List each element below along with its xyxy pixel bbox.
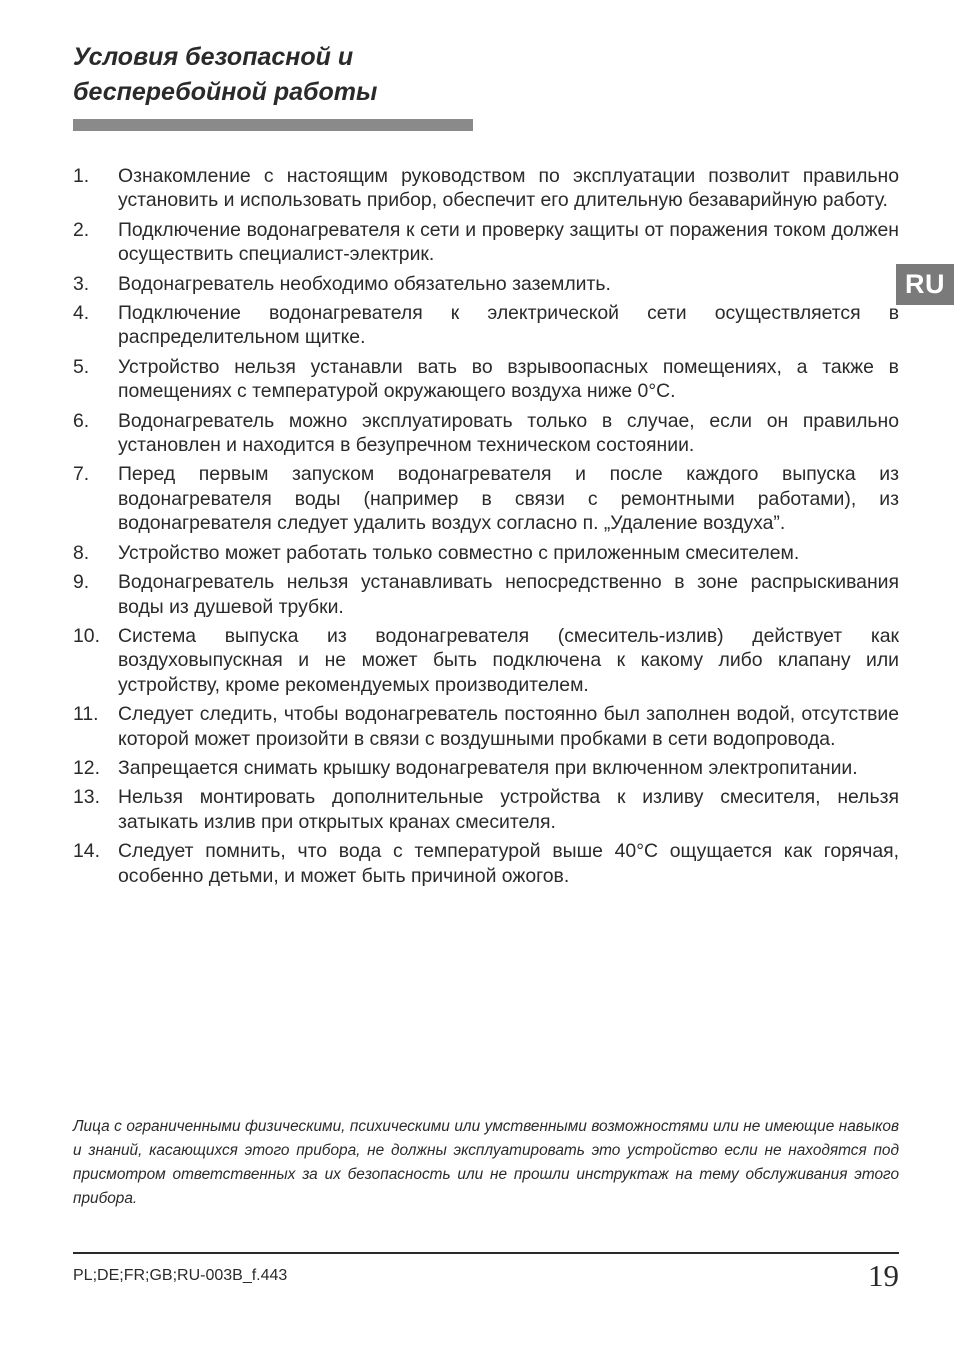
supervision-notice: Лица с ограниченными физическими, психическими или умственными возможностями или не имеющие навыков и знаний, касающихся этого прибора, не должны эксплуатировать это устройство если не находятся под присмотром ответственных за их безопасность или не прошли инструктаж на тему обслуживания этого прибора. xyxy=(73,1118,899,1207)
list-item xyxy=(73,301,899,350)
page-title-line-2: бесперебойной работы xyxy=(73,78,378,106)
item-number: 2. xyxy=(73,218,90,241)
item-number: 13. xyxy=(73,786,100,809)
page-title-line-1: Условия безопасной и xyxy=(73,43,354,71)
list-item xyxy=(73,702,899,751)
item-number: 9. xyxy=(73,571,90,594)
item-number: 10. xyxy=(73,624,100,647)
list-item xyxy=(73,164,899,213)
item-number: 3. xyxy=(73,272,90,295)
item-number: 5. xyxy=(73,355,90,378)
item-number: 8. xyxy=(73,541,90,564)
list-item xyxy=(73,409,899,458)
list-item xyxy=(73,541,899,565)
item-text: Устройство может работать только совместно с приложенным смесителем. xyxy=(118,541,800,564)
page-number: 19 xyxy=(868,1258,899,1293)
item-text: Следует следить, чтобы водонагреватель постоянно был заполнен водой, отсутствие которой может произойти в связи с воздушными пробками в сети водопровода. xyxy=(118,703,899,750)
item-text: Водонагреватель нельзя устанавливать непосредственно в зоне распрыскивания воды из душевой трубки. xyxy=(118,571,899,618)
item-text: Водонагреватель можно эксплуатировать только в случае, если он правильно установлен и находится в безупречном техническом состоянии. xyxy=(118,409,899,457)
item-text: Подключение водонагревателя к сети и проверку защиты от поражения током должен осуществить специалист-электрик. xyxy=(118,218,899,266)
list-item xyxy=(73,785,899,834)
item-number: 7. xyxy=(73,463,90,486)
item-number: 1. xyxy=(73,165,90,187)
safety-instructions-list xyxy=(73,164,899,893)
item-text: Водонагреватель необходимо обязательно заземлить. xyxy=(118,272,611,295)
page-title xyxy=(73,40,493,110)
item-text: Устройство нельзя устанавли вать во взрывоопасных помещениях, а также в помещениях с температурой окружающего воздуха ниже 0°С. xyxy=(118,355,899,403)
item-number: 14. xyxy=(73,840,100,863)
item-text: Следует помнить, что вода с температурой выше 40°С ощущается как горячая, особенно детьми, и может быть причиной ожогов. xyxy=(118,840,899,887)
list-item xyxy=(73,272,899,296)
language-tab: RU xyxy=(896,264,954,305)
item-text: Ознакомление с настоящим руководством по эксплуатации позволит правильно установить и использовать прибор, обеспечит его длительную безаварийную работу. xyxy=(118,165,899,212)
item-number: 6. xyxy=(73,409,90,432)
list-item xyxy=(73,624,899,697)
document-code: PL;DE;FR;GB;RU-003B_f.443 xyxy=(73,1267,288,1284)
item-text: Запрещается снимать крышку водонагревателя при включенном электропитании. xyxy=(118,756,858,779)
list-item xyxy=(73,462,899,535)
title-underline-bar xyxy=(73,119,473,131)
list-item xyxy=(73,355,899,404)
item-text: Система выпуска из водонагревателя (смеситель-излив) действует как воздуховыпускная и не может быть подключена к какому либо клапану или устройству, кроме рекомендуемых производителем. xyxy=(118,624,899,696)
item-number: 4. xyxy=(73,302,90,325)
item-text: Нельзя монтировать дополнительные устройства к изливу смесителя, нельзя затыкать излив при открытых кранах смесителя. xyxy=(118,786,899,833)
footer-divider xyxy=(73,1252,899,1254)
item-text: Подключение водонагревателя к электрической сети осуществляется в распределительном щитке. xyxy=(118,302,899,349)
list-item xyxy=(73,570,899,619)
list-item xyxy=(73,839,899,888)
item-text: Перед первым запуском водонагревателя и после каждого выпуска из водонагревателя воды (например в связи с ремонтными работами), из водонагревателя следует удалить воздух согласно п. „Удаление воздуха”. xyxy=(118,463,899,535)
item-number: 11. xyxy=(73,703,99,726)
item-number: 12. xyxy=(73,756,100,779)
list-item xyxy=(73,756,899,780)
list-item xyxy=(73,218,899,267)
